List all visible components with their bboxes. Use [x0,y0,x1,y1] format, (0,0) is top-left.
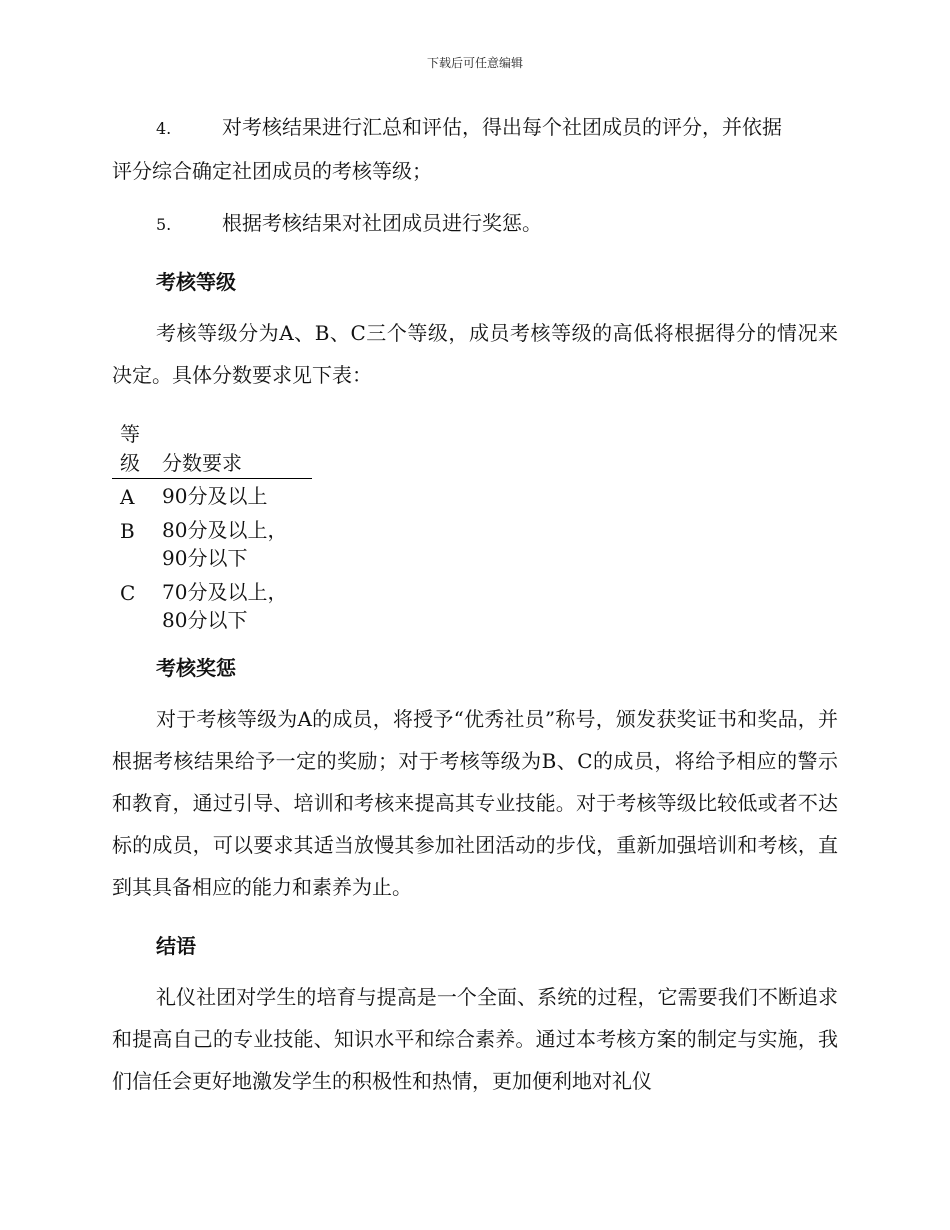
section-heading-reward: 考核奖惩 [156,656,236,680]
table-header-requirement: 分数要求 [162,451,242,475]
table-header-row [112,420,312,479]
list-item-step-5 [112,202,838,246]
table-cell-grade: C [120,581,136,605]
step-number: 5. [156,215,172,234]
paragraph-reward: 对于考核等级为A的成员，将授予“优秀社员”称号，颁发获奖证书和奖品，并根据考核结果给予一定的奖励；对于考核等级为B、C的成员，将给予相应的警示和教育，通过引导、培训和考核来提高其专业技能。对于考核等级比较低或者不达标的成员，可以要求其适当放慢其参加社团活动的步伐，重新加强培训和考核，直到其具备相应的能力和素养为止。 [112,707,838,899]
step-text-line2: 评分综合确定社团成员的考核等级； [112,159,432,183]
table-cell-requirement: 70分及以上，80分以下 [162,580,288,632]
section-heading-conclusion: 结语 [156,934,196,958]
step-text-line1: 根据考核结果对社团成员进行奖惩。 [222,211,542,235]
table-cell-requirement: 90分及以上 [162,484,268,508]
table-cell-grade: A [120,485,135,509]
section-heading-grade: 考核等级 [156,270,236,294]
table-header-grade: 等级 [120,422,140,475]
list-item-step-4 [112,106,838,192]
step-text-line1: 对考核结果进行汇总和评估，得出每个社团成员的评分，并依据 [222,115,782,139]
grade-table [112,420,312,637]
table-row [112,513,312,575]
table-row [112,575,312,637]
paragraph-conclusion: 礼仪社团对学生的培育与提高是一个全面、系统的过程，它需要我们不断追求和提高自己的专业技能、知识水平和综合素养。通过本考核方案的制定与实施，我们信任会更好地激发学生的积极性和热情，更加便利地对礼仪 [112,985,838,1093]
paragraph-grade-intro: 考核等级分为A、B、C三个等级，成员考核等级的高低将根据得分的情况来决定。具体分数要求见下表： [112,321,838,387]
table-cell-grade: B [120,519,135,543]
table-cell-requirement: 80分及以上，90分以下 [162,518,288,570]
step-number: 4. [156,119,172,138]
page-header: 下载后可任意编辑 [426,56,523,70]
table-row [112,479,312,513]
